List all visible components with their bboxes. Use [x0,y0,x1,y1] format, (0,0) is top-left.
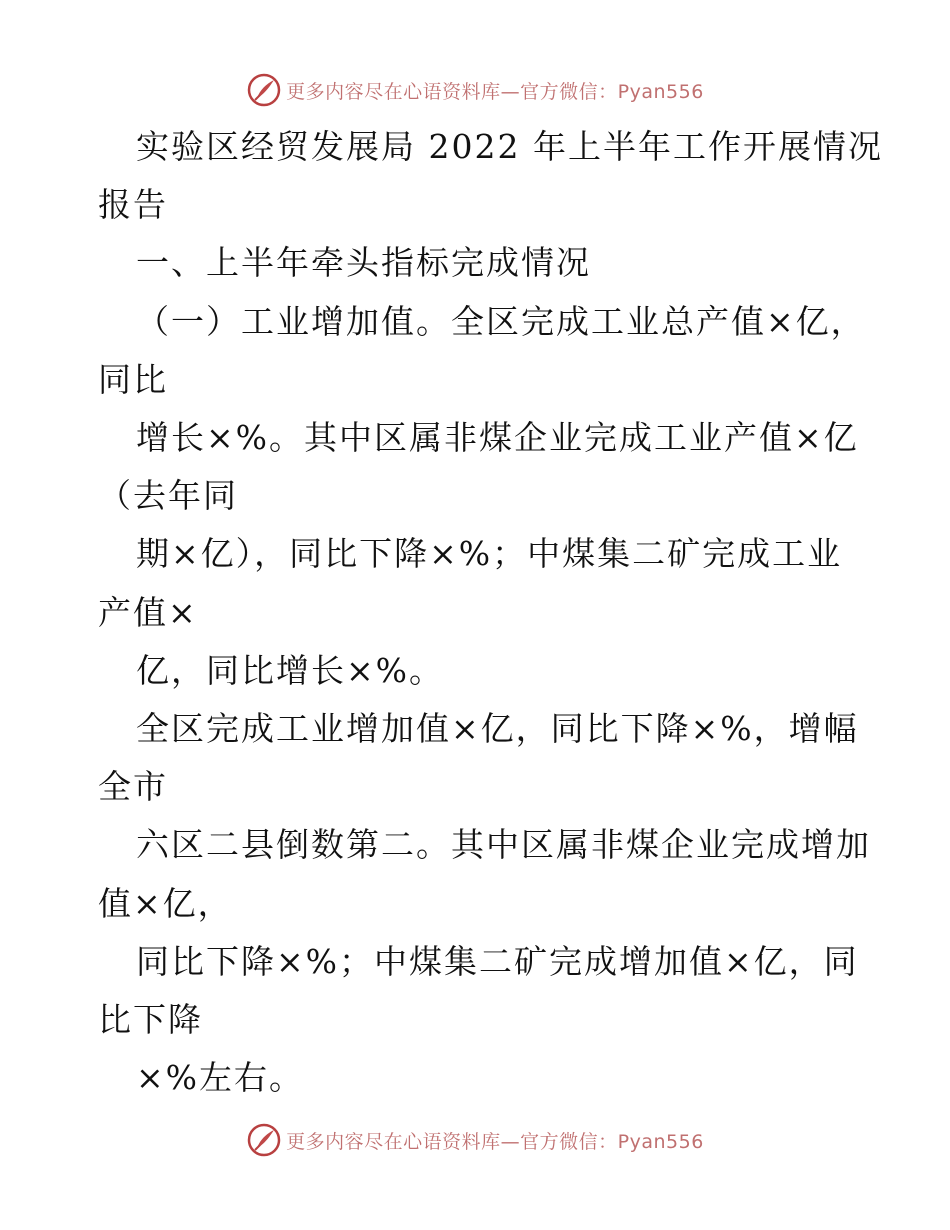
paragraph-line: 同比 [98,360,168,399]
footer-watermark [0,1120,950,1160]
paragraph-line: （一）工业增加值。全区完成工业总产值×亿， [136,302,866,341]
paragraph-line: 全区完成工业增加值×亿，同比下降×%，增幅 [136,709,859,748]
paragraph-line: 全市 [98,767,168,806]
paragraph-line: 同比下降×%；中煤集二矿完成增加值×亿，同 [136,942,859,981]
watermark-text: 更多内容尽在心语资料库—官方微信：Pyan556 [286,1130,704,1153]
doc-title-line-1: 实验区经贸发展局 2022 年上半年工作开展情况 [136,127,883,166]
header-watermark [0,70,950,110]
paragraph-line: 比下降 [98,1000,203,1039]
watermark-text: 更多内容尽在心语资料库—官方微信：Pyan556 [286,80,704,103]
section-heading: 一、上半年牵头指标完成情况 [136,243,591,282]
paragraph-line: 六区二县倒数第二。其中区属非煤企业完成增加 [136,825,871,864]
doc-title-line-2: 报告 [98,185,168,224]
paragraph-line: 值×亿， [98,884,233,923]
paragraph-line: 增长×%。其中区属非煤企业完成工业产值×亿 [136,418,859,457]
paragraph-line: （去年同 [98,476,238,515]
feather-pen-logo-icon [246,1122,282,1158]
paragraph-line: 亿，同比增长×%。 [136,651,445,690]
paragraph-line: ×%左右。 [136,1058,305,1097]
paragraph-line: 产值× [98,593,198,632]
paragraph-line: 期×亿），同比下降×%；中煤集二矿完成工业 [136,534,843,573]
feather-pen-logo-icon [246,72,282,108]
